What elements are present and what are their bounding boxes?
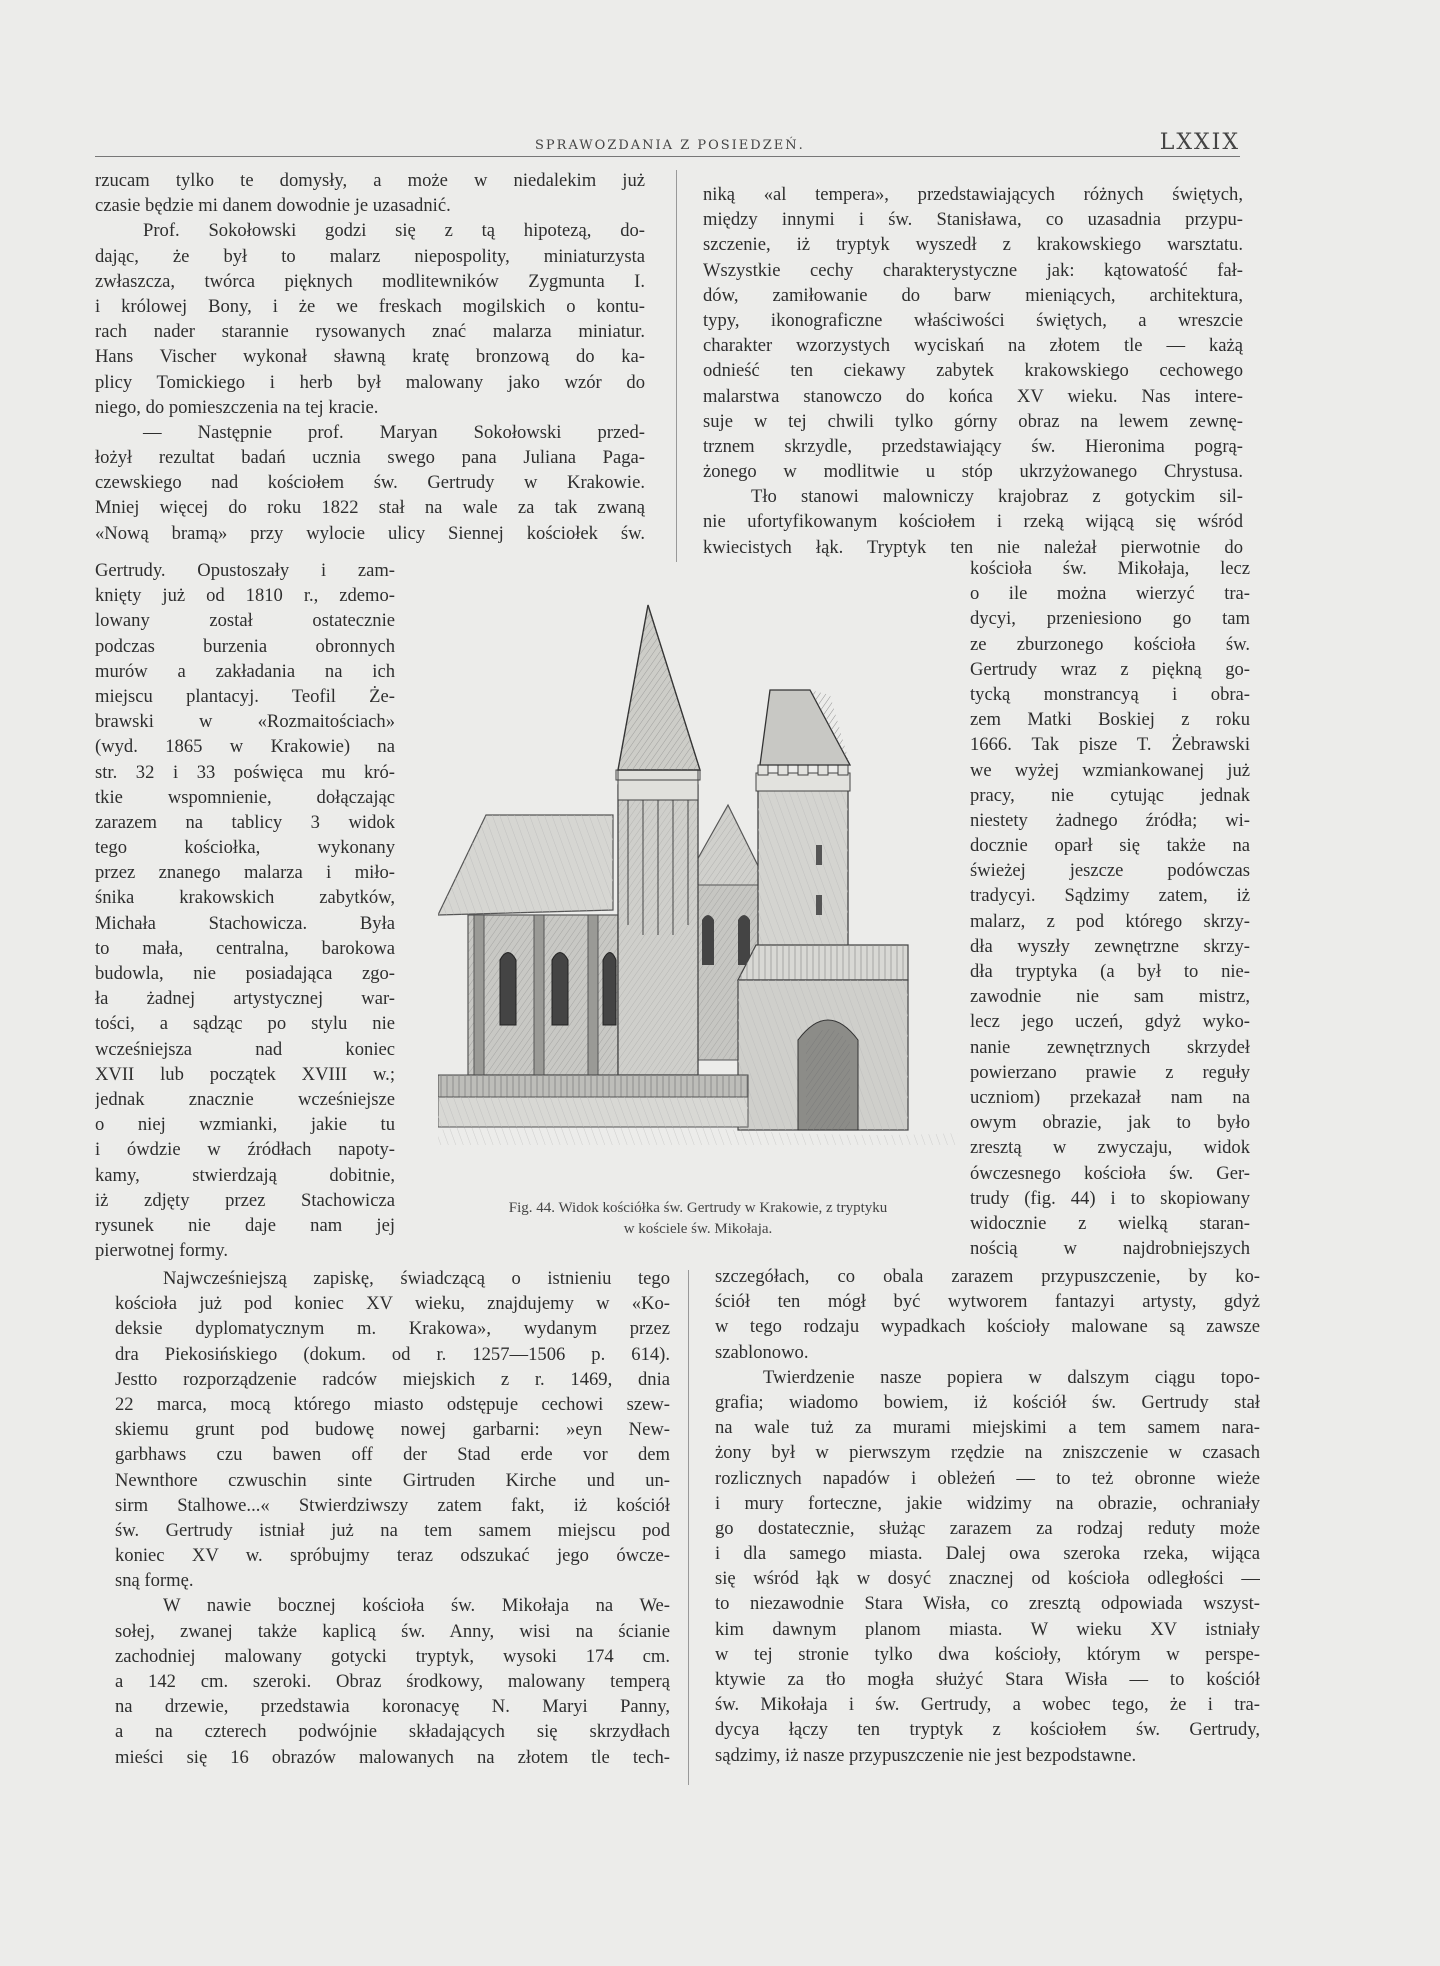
text-line: lowany został ostatecznie xyxy=(95,610,395,632)
text-line: zachodniej malowany gotycki tryptyk, wysoki 174 cm. xyxy=(115,1645,670,1667)
text-line: szczenie, iż tryptyk wyszedł z krakowskiego warsztatu. xyxy=(703,234,1243,256)
text-line: Mniej więcej do roku 1822 stał na wale za tak zwaną xyxy=(95,497,645,519)
text-line: to mała, centralna, barokowa xyxy=(95,937,395,959)
text-line: kim dawnym planom miasta. W wieku XV istniały xyxy=(715,1618,1260,1640)
running-title: SPRAWOZDANIA Z POSIEDZEŃ. xyxy=(535,138,805,153)
text-line: kościoła św. Mikołaja, lecz xyxy=(970,558,1250,579)
text-line: nie ufortyfikowanym kościołem i rzeką wijącą się wśród xyxy=(703,511,1243,533)
text-line: suje w tej chwili tylko górny obraz na lewem zewnę- xyxy=(703,410,1243,432)
text-line: we wyżej wzmiankowanej już xyxy=(970,759,1250,781)
text-line: Jestto rozporządzenie radców miejskich z r. 1469, dnia xyxy=(115,1368,670,1390)
text-line: kwiecistych łąk. Tryptyk ten nie należał pierwotnie do xyxy=(703,536,1243,558)
text-line: XVII lub początek XVIII w.; xyxy=(95,1063,395,1085)
text-line: szablonowo. xyxy=(715,1341,809,1363)
text-line: św. Gertrudy istniał już na tem samem miejscu pod xyxy=(115,1519,670,1541)
text-line: widocznie z wielką staran- xyxy=(970,1212,1250,1234)
right-column-bottom xyxy=(715,1264,1260,1768)
text-line: tradycyi. Sądzimy zatem, iż xyxy=(970,885,1250,907)
text-line: na drzewie, przedstawia koronacyę N. Maryi Panny, xyxy=(115,1696,670,1718)
text-line: Gertrudy. Opustoszały i zam- xyxy=(95,560,395,581)
text-line: kamy, stwierdzają dobitnie, xyxy=(95,1164,395,1186)
text-line: trudy (fig. 44) i to skopiowany xyxy=(970,1187,1250,1209)
text-line: się wśród łąk w dosyć znacznej od kościoła odległości — xyxy=(715,1568,1260,1590)
text-line: mieści się 16 obrazów malowanych na złotem tle tech- xyxy=(115,1746,670,1768)
text-line: żony był w pierwszym rzędzie na zniszczenie w czasach xyxy=(715,1442,1260,1464)
text-line: dając, że był to malarz niepospolity, miniaturzysta xyxy=(95,245,645,267)
right-column-narrow xyxy=(970,556,1250,1261)
text-line: między innymi i św. Stanisława, co uzasadnia przypu- xyxy=(703,209,1243,231)
text-line: miejscu plantacyj. Teofil Że- xyxy=(95,685,395,707)
text-line: dycyi, przeniesiono go tam xyxy=(970,608,1250,630)
left-column-bottom xyxy=(115,1266,670,1770)
text-line: ktywie za tło mogła służyć Stara Wisła — to kościół xyxy=(715,1669,1260,1690)
caption-line: w kościele św. Mikołaja. xyxy=(623,1221,773,1237)
text-line: knięty już od 1810 r., zdemo- xyxy=(95,585,395,607)
text-line: deksie dyplomatycznym m. Krakowa», wydanym przez xyxy=(115,1318,670,1340)
text-line: pierwotnej formy. xyxy=(95,1240,229,1262)
text-line: i królowej Bony, i że we freskach mogilskich o kontu- xyxy=(95,295,645,317)
text-line: rysunek nie daje nam jej xyxy=(95,1214,395,1236)
text-line: szczegółach, co obala zarazem przypuszczenie, by ko- xyxy=(715,1266,1260,1287)
text-line: 1666. Tak pisze T. Żebrawski xyxy=(970,734,1250,756)
text-line: docznie oparł się także na xyxy=(970,835,1250,857)
text-line: niestety żadnego źródła; wi- xyxy=(970,809,1250,831)
text-line: kościoła już pod koniec XV wieku, znajdujemy w «Ko- xyxy=(115,1293,670,1315)
text-line: odnieść ten ciekawy zabytek krakowskiego cechowego xyxy=(703,360,1243,382)
text-line: św. Mikołaja i św. Gertrudy, a wobec tego, że i tra- xyxy=(715,1694,1260,1716)
text-line: skiemu grunt pod budowę nowej garbarni: »eyn New- xyxy=(115,1419,670,1441)
text-line: ówczesnego kościoła św. Ger- xyxy=(970,1162,1250,1184)
text-line: Hans Vischer wykonał sławną kratę bronzową do ka- xyxy=(95,346,645,368)
text-line: sną formę. xyxy=(115,1570,194,1592)
text-line: dów, zamiłowanie do barw mieniących, architektura, xyxy=(703,284,1243,306)
text-line: typy, ikonograficzne właściwości świętych, a wreszcie xyxy=(703,309,1243,331)
text-line: i mury forteczne, jakie widzimy na obrazie, ochraniały xyxy=(715,1492,1260,1514)
left-column-narrow xyxy=(95,558,395,1263)
text-line: garbhaws czu bawen off der Stad erde vor dem xyxy=(115,1444,670,1466)
text-line: czewskiego nad kościołem św. Gertrudy w Krakowie. xyxy=(95,472,645,494)
left-column-top xyxy=(95,168,645,546)
text-line: Michała Stachowicza. Była xyxy=(95,912,395,934)
text-line: o niej wzmianki, jakie tu xyxy=(95,1114,395,1136)
text-line: zresztą w zwyczaju, widok xyxy=(970,1137,1250,1159)
text-line: ściół ten mógł być wytworem fantazyi artysty, gdyż xyxy=(715,1291,1260,1313)
text-line: ła żadnej artystycznej war- xyxy=(95,988,395,1010)
text-line: Newnthore czwuschin sinte Girtruden Kirche und un- xyxy=(115,1469,670,1491)
text-line: tego kościołka, wykonany xyxy=(95,837,395,859)
text-line: tkie wspomnienie, dołączając xyxy=(95,786,395,808)
text-line: 22 marca, mocą którego miasto odstępuje cechowi szew- xyxy=(115,1393,670,1415)
text-line: koniec XV w. spróbujmy teraz odszukać jego ówcze- xyxy=(115,1545,670,1567)
column-divider xyxy=(688,1270,689,1785)
text-line: malarz, z pod którego skrzy- xyxy=(970,910,1250,932)
text-line: lecz jego uczeń, gdyż wyko- xyxy=(970,1011,1250,1033)
text-line: murów a zakładania na ich xyxy=(95,660,395,682)
church-drawing xyxy=(438,585,958,1160)
text-line: tycką monstrancyą i obra- xyxy=(970,683,1250,705)
text-line: Najwcześniejszą zapiskę, świadczącą o istnieniu tego xyxy=(163,1268,670,1289)
text-line: rozlicznych napadów i obleżeń — to też obronne wieże xyxy=(715,1467,1260,1489)
text-line: rzucam tylko te domysły, a może w niedalekim już xyxy=(95,170,645,191)
text-line: i ówdzie w źródłach napoty- xyxy=(95,1139,395,1161)
text-line: owym obrazie, jak to było xyxy=(970,1112,1250,1134)
text-line: dra Piekosińskiego (dokum. od r. 1257—1506 p. 614). xyxy=(115,1343,670,1365)
text-line: brawski w «Rozmaitościach» xyxy=(95,711,395,733)
text-line: charakter wzorzystych wyciskań na złotem tle — każą xyxy=(703,335,1243,357)
page-header xyxy=(95,130,1240,157)
right-column-top xyxy=(703,182,1243,560)
text-line: żonego w modlitwie u stóp ukrzyżowanego Chrystusa. xyxy=(703,461,1243,483)
text-line: zem Matki Boskiej z roku xyxy=(970,709,1250,731)
text-line: ze zburzonego kościoła św. xyxy=(970,633,1250,655)
column-divider xyxy=(676,170,677,562)
text-line: uczniom) przekazał nam na xyxy=(970,1086,1250,1108)
text-line: W nawie bocznej kościoła św. Mikołaja na We- xyxy=(163,1595,670,1617)
text-line: łożył rezultat badań ucznia swego pana Juliana Paga- xyxy=(95,447,645,469)
text-line: a 142 cm. szeroki. Obraz środkowy, malowany temperą xyxy=(115,1671,670,1692)
text-line: niką «al tempera», przedstawiających różnych świętych, xyxy=(703,184,1243,205)
text-line: plicy Tomickiego i herb był malowany jako wzór do xyxy=(95,371,645,393)
text-line: grafia; wiadomo bowiem, iż kościół św. Gertrudy stał xyxy=(715,1391,1260,1413)
text-line: powierzano prawie z reguły xyxy=(970,1061,1250,1083)
text-line: (wyd. 1865 w Krakowie) na xyxy=(95,736,395,758)
church-illustration xyxy=(438,585,958,1160)
page-number: LXXIX xyxy=(1159,130,1240,155)
text-line: jednak znacznie wcześniejsze xyxy=(95,1088,395,1110)
text-line: i dla samego miasta. Dalej owa szeroka rzeka, wijąca xyxy=(715,1543,1260,1565)
text-line: budowla, nie posiadająca zgo- xyxy=(95,963,395,984)
text-line: tości, a sądząc po stylu nie xyxy=(95,1013,395,1035)
text-line: zawodnie nie sam mistrz, xyxy=(970,986,1250,1008)
text-line: świeżej jeszcze podówczas xyxy=(970,860,1250,882)
text-line: iż zdjęty przez Stachowicza xyxy=(95,1189,395,1211)
text-line: sirm Stalhowe...« Stwierdziwszy zatem fakt, iż kościół xyxy=(115,1494,670,1516)
text-line: trznem skrzydle, przedstawiający św. Hieronima pogrą- xyxy=(703,435,1243,457)
text-line: śnika krakowskich zabytków, xyxy=(95,887,395,909)
text-line: Twierdzenie nasze popiera w dalszym ciągu topo- xyxy=(763,1366,1260,1388)
text-line: Prof. Sokołowski godzi się z tą hipotezą, do- xyxy=(143,220,645,242)
text-line: Wszystkie cechy charakterystyczne jak: kątowatość fał- xyxy=(703,259,1243,281)
text-line: nością w najdrobniejszych xyxy=(970,1238,1250,1260)
text-line: niego, do pomieszczenia na tej kracie. xyxy=(95,396,379,418)
text-line: Tło stanowi malowniczy krajobraz z gotyckim sil- xyxy=(751,486,1243,508)
text-line: zarazem na tablicy 3 widok xyxy=(95,811,395,833)
text-line: sądzimy, iż nasze przypuszczenie nie jest bezpodstawne. xyxy=(715,1744,1137,1766)
text-line: wcześniejsza nad koniec xyxy=(95,1038,395,1060)
text-line: nanie zewnętrznych skrzydeł xyxy=(970,1036,1250,1058)
text-line: pracy, nie cytując jednak xyxy=(970,784,1250,806)
text-line: rach nader starannie rysowanych znać malarza miniatur. xyxy=(95,321,645,343)
text-line: sołej, zwanej także kaplicą św. Anny, wisi na ścianie xyxy=(115,1620,670,1642)
text-line: — Następnie prof. Maryan Sokołowski przed- xyxy=(143,421,645,443)
text-line: dycya łączy ten tryptyk z kościołem św. Gertrudy, xyxy=(715,1719,1260,1741)
text-line: malarstwa stanowczo do końca XV wieku. Nas intere- xyxy=(703,385,1243,407)
text-line: zwłaszcza, twórca pięknych modlitewników Zygmunta I. xyxy=(95,270,645,292)
text-line: czasie będzie mi danem dowodnie je uzasadnić. xyxy=(95,195,451,217)
text-line: dła wyszły zewnętrzne skrzy- xyxy=(970,935,1250,957)
text-line: str. 32 i 33 poświęca mu kró- xyxy=(95,761,395,783)
text-line: dła tryptyka (a był to nie- xyxy=(970,961,1250,982)
text-line: podczas burzenia obronnych xyxy=(95,635,395,657)
text-line: to niezawodnie Stara Wisła, co zresztą odpowiada wszyst- xyxy=(715,1593,1260,1615)
figure-caption xyxy=(438,1198,958,1240)
text-line: Gertrudy wraz z piękną go- xyxy=(970,658,1250,680)
text-line: a na czterech podwójnie składających się skrzydłach xyxy=(115,1721,670,1743)
text-line: w tego rodzaju wypadkach kościoły malowane są zawsze xyxy=(715,1316,1260,1338)
text-line: go dostatecznie, służąc zarazem za rodzaj reduty może xyxy=(715,1517,1260,1539)
text-line: o ile można wierzyć tra- xyxy=(970,583,1250,605)
text-line: w tej stronie tylko dwa kościoły, którym w perspe- xyxy=(715,1643,1260,1665)
text-line: na wale tuż za murami miejskimi a tem samem nara- xyxy=(715,1417,1260,1439)
text-line: przez znanego malarza i miło- xyxy=(95,862,395,884)
caption-line: Fig. 44. Widok kościółka św. Gertrudy w Krakowie, z tryptyku xyxy=(508,1200,888,1216)
text-line: «Nową bramą» przy wylocie ulicy Siennej kościołek św. xyxy=(95,522,645,544)
